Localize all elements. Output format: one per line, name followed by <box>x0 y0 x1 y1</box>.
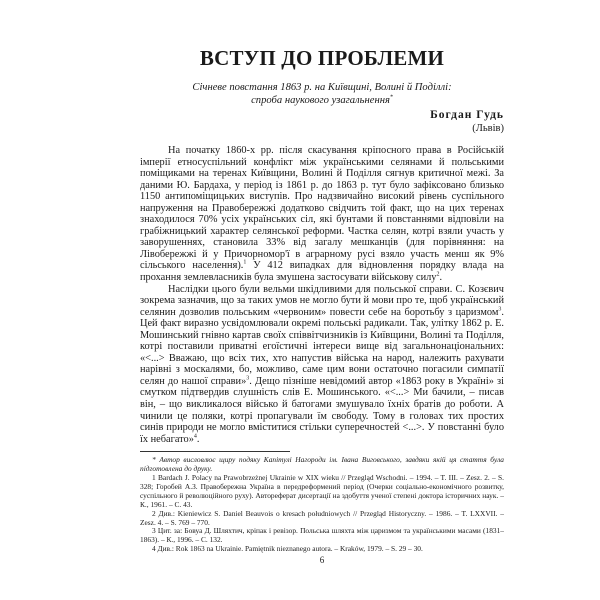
page-title: ВСТУП ДО ПРОБЛЕМИ <box>199 46 445 70</box>
footnote-ref: 4 <box>193 433 197 440</box>
footnote-1: 1 Bardach J. Polacy na Prawobrzeżnej Ukrainie w XIX wieku // Przegląd Wschodni. – 1994. – T. III. – Zesz. 2. – S. 328; Горобей А.З. Правобережна Україна в передреформений період (Очерки соціально-економічного розвитку, суспільного й революційного руху). Автореферат дисертації на здобуття ученої степені доктора історичних наук. – К., 1961. – С. 43. <box>140 473 504 509</box>
footnote-2: 2 Див.: Kieniewicz S. Daniel Beauvois o kresach południowych // Przegląd Historyczny. – 1986. – T. LXXVII. – Zesz. 4. – S. 769 – 770. <box>140 508 504 527</box>
author-name: Богдан Гудь <box>430 109 504 121</box>
paragraph: На початку 1860-х рр. після скасування кріпосного права в Російській імперії етносуспільний конфлікт між українськими селянами й польськими поміщиками на теренах Київщини, Волині й Поділля сягнув критичної межі. За даними Ю. Бардаха, у період із 1861 р. до 1863 р. тут було зафіксовано близько 1150 антипоміщицьких виступів. Про надзвичайно високий рівень суспільного напруження на Правобережжі додатково свідчить той факт, що на цих теренах знаходилося 70% усіх українських сіл, які бунтами й повстаннями відповіли на грабіжницький характер селянської реформи. Частка селян, котрі взяли участь у заворушеннях, становила 33% від загалу мешканців (для порівняння: на Лівобережжі й у Причорномор'ї в аграрному русі взяло участь менш як 9% сільського населення).$^1$ У 412 випадках для відновлення порядку влада на прохання землевласників була змушена застосувати військову силу$^2$. <box>140 145 504 284</box>
paragraph-text: У 412 випадках для відновлення порядку влада на прохання землевласників була змушена застосувати військову силу <box>140 260 504 284</box>
subtitle-footnote-mark: * <box>389 94 393 101</box>
footnote-ref: 3 <box>246 375 250 382</box>
subtitle-line-2: спроба наукового узагальнення <box>251 95 390 106</box>
footnote-ref: 3 <box>498 306 502 313</box>
footnotes <box>140 456 504 554</box>
paragraph-text: Наслідки цього були вельми шкідливими для польської справи. С. Козєвич зокрема зазначив, що за таких умов не могло бути й мови про те, щоб український селянин дозволив польським «червоним» повести себе на боротьбу з царизмом <box>140 283 504 318</box>
author-block <box>140 108 504 135</box>
paragraph: Наслідки цього були вельми шкідливими для польської справи. С. Козєвич зокрема зазначив, що за таких умов не могло бути й мови про те, щоб український селянин дозволив польським «червоним» повести себе на боротьбу з царизмом$^3$. Цей факт виразно усвідомлювали окремі польські радикали. Так, улітку 1862 р. Е. Мошинський гнівно картав своїх співвітчизників із Київщини, Волині та Поділля, котрі поставили приватні егоїстичні інтереси вище від загальнонаціональних: «<...> Вважаю, що всіх тих, хто напустив війська на народ, належить рахувати нарівні з москалями, бо, можливо, саме цим вони остаточно погасили симпатії селян до нашої справи»$^3$. Дещо пізніше невідомий автор «1863 року в Україні» зі смутком підтвердив слушність слів Е. Мошинського. «<...> Ми бачили, – писав він, – що викликалося військо й батогами змушувало їхніх братів до роботи. А чинили це поляки, котрі пропагували їм свободу. Тому в головах тих простих синів природи не могло вміститися стільки суперечностей <...>. У повстанні було їх небагато»$^4$. <box>140 283 504 445</box>
paragraph-text: На початку 1860-х рр. після скасування кріпосного права в Російській імперії етносуспільний конфлікт між українськими селянами й польськими поміщиками на теренах Київщини, Волині й Поділля сягнув критичної межі. За даними Ю. Бардаха, у період із 1861 р. до 1863 р. тут було зафіксовано близько 1150 антипоміщицьких виступів. Про надзвичайно високий рівень суспільного напруження на Правобережжі додатково свідчить той факт, що на цих теренах знаходилося 70% усіх українських сіл, які бунтами й повстаннями відповіли на грабіжницький характер селянської реформи. Частка селян, котрі взяли участь у заворушеннях, становила 33% від загалу мешканців (для порівняння: на Лівобережжі й у Причорномор'ї в аграрному русі взяло участь менш як 9% сільського населення). <box>140 145 504 272</box>
footnote-4: 4 Див.: Rok 1863 na Ukrainie. Pamiętnik nieznanego autora. – Kraków, 1979. – S. 29 – 30. <box>152 544 423 554</box>
footnote-divider <box>140 451 290 452</box>
article-body <box>140 145 504 445</box>
footnote-ref: 2 <box>436 271 440 278</box>
subtitle-line-1: Січневе повстання 1863 р. на Київщині, Волині й Поділлі: <box>192 82 452 93</box>
footnote-ref: 1 <box>243 260 247 267</box>
article-subtitle <box>140 81 504 107</box>
footnote-3: 3 Цит. за: Бовуа Д. Шляхтич, кріпак і ревізор. Польська шляхта між царизмом та українськими масами (1831–1863). – К., 1996. – С. 132. <box>140 526 504 545</box>
paragraph-text: . Цей факт виразно усвідомлювали окремі польські радикали. Так, улітку 1862 р. Е. Мошинський гнівно картав своїх співвітчизників із Київщини, Волині та Поділля, котрі поставили приватні егоїстичні інтереси вище від загальнонаціональних: «<...> Вважаю, що всіх тих, хто напустив війська на народ, належить рахувати нарівні з москалями, бо, можливо, саме цим вони остаточно погасили симпатії селян до нашої справи» <box>140 306 504 387</box>
author-city: (Львів) <box>472 123 504 134</box>
page-number: 6 <box>319 555 325 566</box>
footnote-star: * Автор висловлює щиру подяку Капітулі Нагороди ім. Івана Виговського, завдяки якій ця стаття була підготовлена до друку. <box>140 455 504 474</box>
paragraph-text: . Дещо пізніше невідомий автор «1863 року в Україні» зі смутком підтвердив слушність слів Е. Мошинського. «<...> Ми бачили, – писав він, – що викликалося військо й батогами змушувало їхніх братів до роботи. А чинили це поляки, котрі пропагували їм свободу. Тому в головах тих простих синів природи не могло вміститися стільки суперечностей <...>. У повстанні було їх небагато» <box>140 375 504 445</box>
